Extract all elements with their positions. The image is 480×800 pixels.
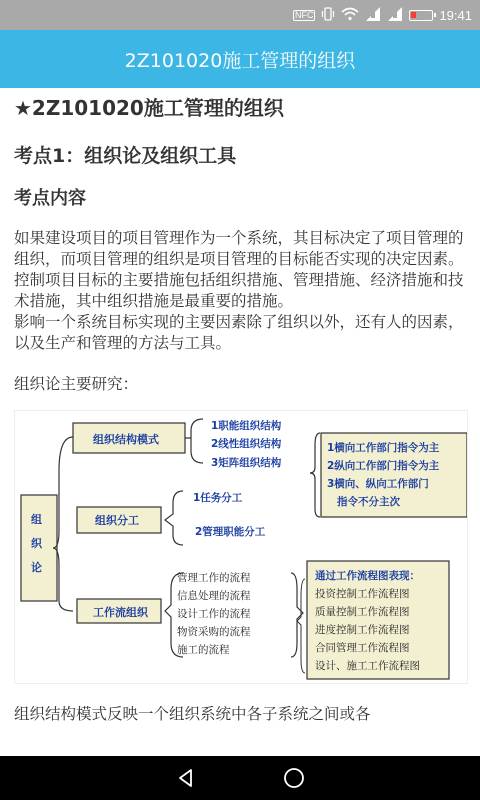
signal-icon — [387, 6, 403, 24]
root-label-1: 组 — [31, 513, 42, 526]
structure-note: 指令不分主次 — [337, 496, 400, 508]
paragraph: 控制项目目标的主要措施包括组织措施、管理措施、经济措施和技术措施，其中组织措施是最重要的措施。 — [14, 271, 464, 310]
branch-child: 3矩阵组织结构 — [211, 457, 282, 469]
workflow-note: 质量控制工作流程图 — [315, 606, 410, 618]
watermark-sub: com — [429, 734, 470, 753]
wifi-icon — [341, 7, 359, 23]
point-title: 考点1：组织论及组织工具 — [14, 145, 237, 167]
back-button[interactable] — [172, 764, 200, 792]
body-text — [14, 228, 464, 354]
workflow-notes-title: 通过工作流程图表现： — [315, 570, 420, 582]
root-label-2: 织 — [31, 537, 42, 550]
branch-child: 2管理职能分工 — [195, 526, 266, 538]
status-icons — [293, 0, 472, 30]
root-label-3: 论 — [31, 561, 42, 574]
branch-child: 2线性组织结构 — [211, 438, 282, 450]
nfc-icon: NFC — [294, 9, 314, 20]
home-button[interactable] — [280, 764, 308, 792]
diagram-svg — [15, 411, 467, 683]
organization-theory-diagram — [14, 410, 468, 684]
vibrate-icon — [321, 7, 335, 23]
paragraph: 如果建设项目的项目管理作为一个系统，其目标决定了项目管理的组织，而项目管理的组织是项目管理的目标能否实现的决定因素。 — [14, 229, 464, 268]
status-time: 19:41 — [439, 7, 472, 23]
workflow-note: 投资控制工作流程图 — [315, 588, 410, 600]
signal-icon — [365, 6, 381, 24]
branch-label: 工作流组织 — [93, 606, 148, 619]
battery-low-icon — [409, 10, 433, 21]
section-title: 考点内容 — [14, 188, 86, 209]
branch-child: 信息处理的流程 — [177, 590, 251, 602]
diagram-intro: 组织论主要研究： — [14, 375, 139, 393]
app-bar — [0, 30, 480, 88]
app-bar-title: 2Z101020施工管理的组织 — [124, 49, 356, 72]
paragraph: 影响一个系统目标实现的主要因素除了组织以外，还有人的因素，以及生产和管理的方法与工具。 — [14, 313, 464, 352]
article-content[interactable] — [0, 88, 480, 756]
branch-label: 组织结构模式 — [93, 433, 159, 446]
branch-child: 设计工作的流程 — [177, 608, 251, 620]
branch-label: 组织分工 — [95, 514, 139, 527]
status-bar — [0, 0, 480, 30]
structure-note: 2纵向工作部门指令为主 — [327, 460, 440, 472]
workflow-note: 进度控制工作流程图 — [315, 624, 410, 636]
workflow-note: 设计、施工工作流程图 — [315, 660, 420, 672]
back-icon — [175, 767, 197, 789]
watermark-logo — [370, 718, 470, 758]
branch-child: 物资采购的流程 — [177, 626, 251, 638]
branch-child: 管理工作的流程 — [177, 572, 251, 584]
structure-note: 3横向、纵向工作部门 — [327, 478, 429, 490]
workflow-note: 合同管理工作流程图 — [315, 642, 410, 654]
structure-note: 1横向工作部门指令为主 — [327, 442, 440, 454]
article-title: ★2Z101020施工管理的组织 — [14, 96, 284, 120]
branch-child: 施工的流程 — [177, 644, 230, 656]
branch-child: 1任务分工 — [193, 492, 243, 504]
cutoff-text: 组织结构模式反映一个组织系统中各子系统之间或各 — [14, 705, 371, 723]
home-icon — [282, 766, 306, 790]
branch-child: 1职能组织结构 — [211, 420, 282, 432]
navigation-bar — [0, 756, 480, 800]
watermark-text: 微云 — [369, 723, 430, 756]
